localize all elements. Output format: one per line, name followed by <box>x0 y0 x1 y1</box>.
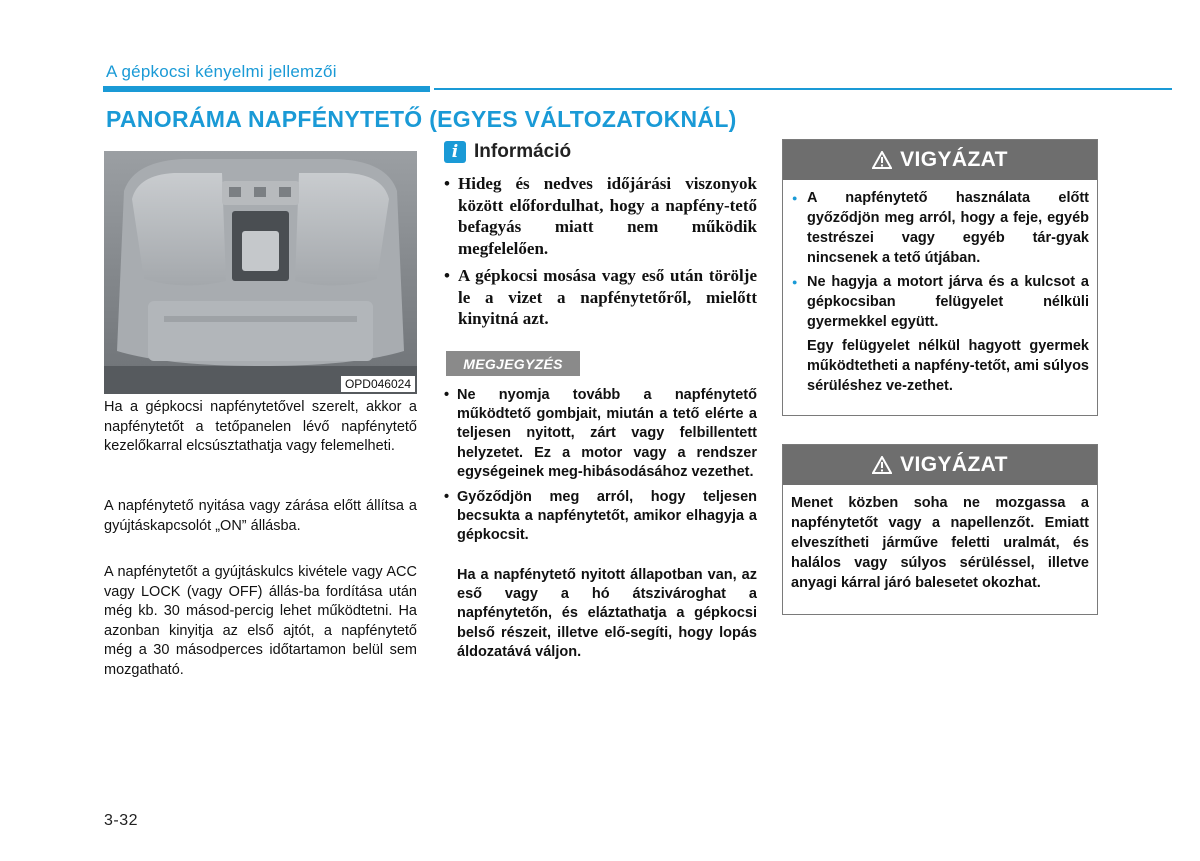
note-badge: MEGJEGYZÉS <box>446 351 580 376</box>
figure-code: OPD046024 <box>341 376 415 392</box>
info-item: • Hideg és nedves időjárási viszonyok között előfordulhat, hogy a napfény-tető befagyás miatt nem működik megfelelően. <box>444 173 757 259</box>
note-item-sub: Ha a napfénytető nyitott állapotban van, az eső vagy a hó átszivároghat a napfénytetőn, és eláztathatja a gépkocsi belső részeit, illetve elő-segíti, hogy lopás áldozatává váljon. <box>457 567 757 660</box>
warning-title-2: VIGYÁZAT <box>900 453 1008 476</box>
warning-item: ● A napfénytető használata előtt győződjön meg arról, hogy a feje, egyéb testrészei vagy egyéb tár-gyak nincsenek a tető útjában. <box>791 188 1089 268</box>
warning-item-sub: Egy felügyelet nélkül hagyott gyermek működtetheti a napfény-tetőt, ami súlyos sérüléshez ve-zethet. <box>807 338 1089 394</box>
overhead-console-illustration <box>104 151 417 394</box>
paragraph-1: Ha a gépkocsi napfénytetővel szerelt, akkor a napfénytetőt a tetőpanelen lévő napfénytető kezelőkarral elcsúsztathatja vagy felemelheti. <box>104 399 417 454</box>
warning-header-1 <box>783 140 1097 180</box>
info-list <box>444 173 757 336</box>
info-icon: i <box>444 141 466 163</box>
warning-title-1: VIGYÁZAT <box>900 148 1008 171</box>
note-item: • Győződjön meg arról, hogy teljesen becsukta a napfénytetőt, amikor elhagyja a gépkocsit. <box>444 488 757 546</box>
warning-header-2 <box>783 445 1097 485</box>
overhead-console-photo <box>104 151 417 394</box>
warning-triangle-icon <box>872 151 892 169</box>
header-rule-thick <box>103 86 430 92</box>
note-item: • Ne nyomja tovább a napfénytető működtető gombjait, miután a tető elérte a teljesen nyitott, zárt vagy felbillentett helyzetet. Ez a motor vagy a rendszer egységeinek meg-hibásodásához vezethet. <box>444 386 757 482</box>
info-item: • A gépkocsi mosása vagy eső után törölje le a vizet a napfénytetőről, mielőtt kinyitná azt. <box>444 265 757 330</box>
section-label: A gépkocsi kényelmi jellemzői <box>106 62 337 81</box>
warning-body-1 <box>783 180 1097 404</box>
warning-box-1 <box>782 139 1098 416</box>
warning-triangle-icon <box>872 456 892 474</box>
info-title: Információ <box>474 141 572 162</box>
paragraph-3: A napfénytetőt a gyújtáskulcs kivétele vagy ACC vagy LOCK (vagy OFF) állás-ba fordítása után még kb. 30 másod-percig lehet működtetni. Ha azonban kinyitja az első ajtót, a napfénytető még a 30 másodperces időtartamon belül sem mozgatható. <box>104 564 417 678</box>
header-rule-thin <box>434 88 1172 90</box>
page-title: PANORÁMA NAPFÉNYTETŐ (EGYES VÁLTOZATOKNÁL) <box>106 106 737 132</box>
warning-item: ● Ne hagyja a motort járva és a kulcsot a gépkocsiban felügyelet nélküli gyermekkel együtt. <box>791 272 1089 332</box>
note-list <box>444 386 757 546</box>
info-header <box>444 140 571 164</box>
warning-box-2 <box>782 444 1098 615</box>
warning-list-1 <box>791 188 1089 332</box>
paragraph-2: A napfénytető nyitása vagy zárása előtt állítsa a gyújtáskapcsolót „ON” állásba. <box>104 498 417 534</box>
page-number: 3-32 <box>104 812 139 829</box>
warning-text-2: Menet közben soha ne mozgassa a napfénytetőt vagy a napellenzőt. Emiatt elveszítheti járműve feletti uralmát, és halálos vagy súlyos sérüléssel, illetve anyagi kárral járó balesetet okozhat. <box>791 495 1089 591</box>
